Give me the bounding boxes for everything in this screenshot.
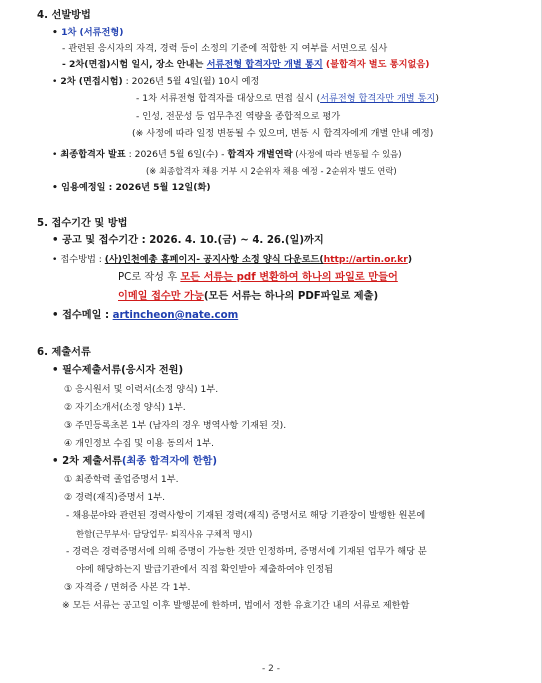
- required-docs-label: • 필수제출서류(응시자 전원): [52, 365, 184, 376]
- section-6-heading: 6. 제출서류: [37, 347, 91, 358]
- page-number: - 2 -: [262, 664, 280, 674]
- pdf-instruction: PC로 작성 후 모든 서류는 pdf 변환하여 하나의 파일로 만들어: [118, 272, 398, 283]
- round2-detail1: - 1차 서류전형 합격자를 대상으로 면접 실시 (서류전형 합격자만 개별 통지): [136, 93, 439, 104]
- validity-note: ※ 모든 서류는 공고일 이후 발행분에 한하며, 법에서 정한 유효기간 내의 서류로 제한함: [62, 600, 410, 611]
- required-doc-item: ④ 개인정보 수집 및 이용 동의서 1부.: [64, 438, 214, 449]
- required-doc-item: ① 응시원서 및 이력서(소정 양식) 1부.: [64, 384, 219, 395]
- round1-label-text: 1차 (서류전형): [61, 27, 124, 38]
- section-4-heading: 4. 선발방법: [37, 10, 91, 21]
- round2-detail3: (※ 사정에 따라 일정 변동될 수 있으며, 변동 시 합격자에게 개별 안내 예정): [132, 128, 434, 139]
- second-doc-item-2: ② 경력(재직)증명서 1부.: [64, 492, 166, 503]
- round2-line: • 2차 (면접시험) : 2026년 5월 4일(월) 10시 예정: [52, 76, 260, 87]
- application-method: • 접수방법 : (사)인천예총 홈페이지- 공지사항 소정 양식 다운로드(http://artin.or.kr): [52, 254, 413, 265]
- final-announce-note: (※ 최종합격자 채용 거부 시 2순위자 채용 예정 - 2순위자 별도 연락): [146, 166, 397, 176]
- second-doc-item-1: ① 최종학력 졸업증명서 1부.: [64, 474, 179, 485]
- second-doc-item-3: ③ 자격증 / 면허증 사본 각 1부.: [64, 582, 191, 593]
- career-cert-note-4: 야에 해당하는지 발급기관에서 직접 확인받아 제출하여야 인정됨: [76, 564, 334, 575]
- career-cert-note-3: - 경력은 경력증명서에 의해 증명이 가능한 것만 인정하며, 증명서에 기재된 업무가 해당 분: [66, 546, 427, 557]
- appointment-date: • 임용예정일 : 2026년 5월 12일(화): [52, 182, 211, 193]
- homepage-link[interactable]: http://artin.or.kr: [323, 254, 408, 265]
- notice-only-passers: 서류전형 합격자만 개별 통지: [206, 59, 323, 70]
- career-cert-note-1: - 채용분야와 관련된 경력사항이 기재된 경력(재직) 증명서로 해당 기관장이 발행한 원본에: [66, 510, 426, 521]
- round1-line1: - 관련된 응시자의 자격, 경력 등이 소정의 기준에 적합한 지 여부를 서면으로 심사: [62, 43, 388, 54]
- required-doc-item: ③ 주민등록초본 1부 (남자의 경우 병역사항 기재된 것).: [64, 420, 287, 431]
- final-announce-line: • 최종합격자 발표 : 2026년 5월 6일(수) - 합격자 개별연락 (사정에 따라 변동될 수 있음): [52, 149, 402, 160]
- career-cert-note-2: 한함(근무부서· 담당업무· 퇴직사유 구체적 명시): [76, 529, 253, 539]
- section-5-heading: 5. 접수기간 및 방법: [37, 218, 128, 229]
- round2-detail2: - 인성, 전문성 등 업무추진 역량을 종합적으로 평가: [136, 111, 341, 122]
- application-email: • 접수메일 : artincheon@nate.com: [52, 310, 239, 321]
- second-docs-label: • 2차 제출서류(최종 합격자에 한함): [52, 456, 218, 467]
- round1-line2: - 2차(면접)시험 일시, 장소 안내는 서류전형 합격자만 개별 통지 (불합격자 별도 통지없음): [62, 59, 430, 70]
- round1-label: • 1차 (서류전형): [52, 27, 124, 38]
- email-only-instruction: 이메일 접수만 가능(모든 서류는 하나의 PDF파일로 제출): [118, 291, 379, 302]
- required-doc-item: ② 자기소개서(소정 양식) 1부.: [64, 402, 186, 413]
- no-fail-notice: (불합격자 별도 통지없음): [322, 59, 430, 70]
- email-link[interactable]: artincheon@nate.com: [112, 310, 239, 321]
- application-period: • 공고 및 접수기간 : 2026. 4. 10.(금) ~ 4. 26.(일)까지: [52, 235, 324, 246]
